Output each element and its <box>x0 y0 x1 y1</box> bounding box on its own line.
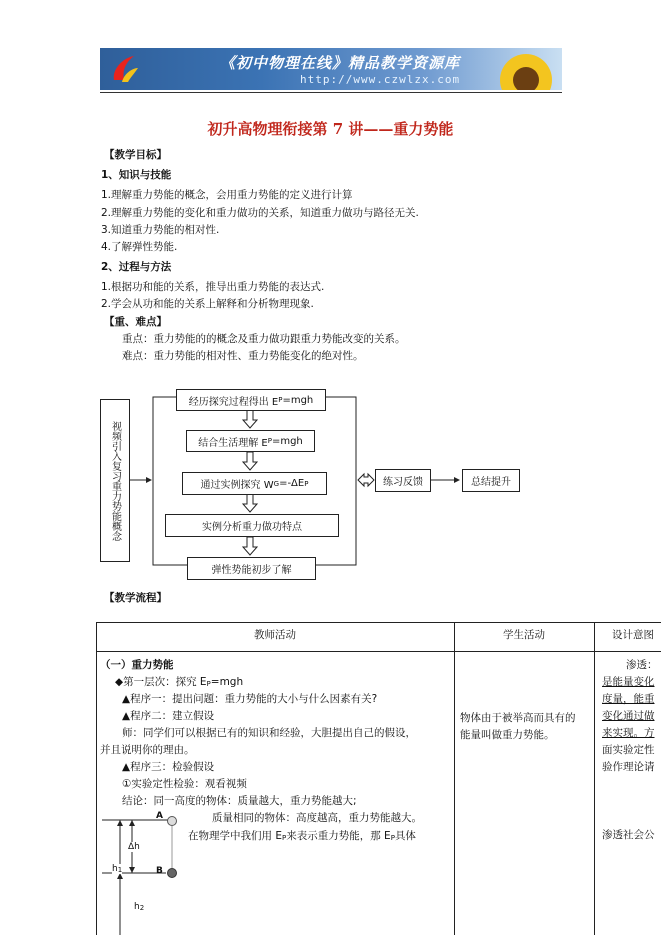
flow-box-step4: 实例分析重力做功特点 <box>165 514 339 537</box>
symbol-sub: P <box>281 834 287 842</box>
flow-box-step3 <box>182 472 327 495</box>
teacher-line-1: 师：同学们可以根据已有的知识和经验，大胆提出自己的假设， <box>122 727 416 739</box>
figure-label-delta-h: Δh <box>128 842 140 852</box>
symbol-sub2: P <box>390 834 395 842</box>
student-line-2: 能量叫做重力势能。 <box>460 729 555 741</box>
design-line-3: 度量，能重 <box>602 693 655 705</box>
flow-box-practice: 练习反馈 <box>375 469 431 492</box>
flow-box-step2 <box>186 430 315 452</box>
banner-title: 《初中物理在线》精品教学资源库 <box>220 54 461 72</box>
header-student: 学生活动 <box>503 629 545 641</box>
procedure-2: ▲程序二：建立假设 <box>122 710 215 722</box>
knowledge-item-1: 1.理解重力势能的概念，会用重力势能的定义进行计算 <box>101 189 353 201</box>
figure-label-b: B <box>156 866 163 876</box>
page-title: 初升高物理衔接第 7 讲——重力势能 <box>207 120 454 138</box>
flow-step3-text: 通过实例探究 W <box>200 480 274 491</box>
knowledge-item-3: 3.知道重力势能的相对性. <box>101 224 220 236</box>
flow-step3-sub2: P <box>304 479 309 488</box>
level1 <box>115 674 243 692</box>
table-col-divider-2 <box>594 622 595 935</box>
figure-label-h1 <box>112 864 122 874</box>
student-line-1: 物体由于被举高而具有的 <box>460 712 576 724</box>
knowledge-item-2: 2.理解重力势能的变化和重力做功的关系，知道重力做功与路径无关. <box>101 207 419 219</box>
section-gravity-energy: （一）重力势能 <box>100 659 174 671</box>
conclusion-2: 质量相同的物体：高度越高，重力势能越大。 <box>212 812 422 824</box>
knowledge-heading: 1、知识与技能 <box>101 169 172 181</box>
level1-text: ◆第一层次：探究 E <box>115 676 207 688</box>
table-top-border <box>96 622 661 623</box>
flow-step3-sub: G <box>273 479 280 488</box>
flow-box-video-intro: 视频引入复习重力势能概念 <box>100 399 130 562</box>
key-point: 重点：重力势能的的概念及重力做功跟重力势能改变的关系。 <box>122 333 406 345</box>
figure-h1-sub: 1 <box>117 866 123 874</box>
header-teacher: 教师活动 <box>254 629 296 641</box>
flow-step3-mid: =-ΔE <box>279 478 305 489</box>
knowledge-item-4: 4.了解弹性势能. <box>101 241 178 253</box>
process-item-2: 2.学会从功和能的关系上解释和分析物理现象. <box>101 298 314 310</box>
experiment: ①实验定性检验：观看视频 <box>122 778 247 790</box>
flow-box-summary: 总结提升 <box>462 469 520 492</box>
flow-step1-text: 经历探究过程得出 E <box>188 396 279 408</box>
difficult-point: 难点：重力势能的相对性、重力势能变化的绝对性。 <box>122 350 364 362</box>
symbol-suffix: 具体 <box>394 830 416 842</box>
process-heading: 2、过程与方法 <box>101 261 172 273</box>
teacher-line-2: 并且说明你的理由。 <box>100 744 195 756</box>
figure-h2-sub: 2 <box>139 904 145 912</box>
figure-label-a: A <box>156 811 163 821</box>
figure-h1-text: h <box>112 864 118 874</box>
design-line-4: 变化通过做 <box>602 710 655 722</box>
symbol-mid: 来表示重力势能，那 E <box>286 830 391 842</box>
design-line-1: 渗透： <box>626 659 658 671</box>
process-item-1: 1.根据功和能的关系，推导出重力势能的表达式. <box>101 281 325 293</box>
key-points-heading: 【重、难点】 <box>104 316 167 328</box>
figure-h2-text: h <box>134 902 140 912</box>
design-line-6: 面实验定性 <box>602 744 655 756</box>
symbol-text: 在物理学中我们用 E <box>188 830 282 842</box>
symbol-intro <box>188 828 416 846</box>
flow-step2-suffix: =mgh <box>271 435 303 447</box>
flow-box-step1 <box>176 389 326 411</box>
design-line-2: 是能量变化 <box>602 676 655 688</box>
level1-sub: P <box>206 680 211 688</box>
banner-url: http://www.czwlzx.com <box>300 73 461 86</box>
level1-suffix: =mgh <box>210 676 244 688</box>
design-line-8: 渗透社会公 <box>602 829 655 841</box>
teaching-process-heading: 【教学流程】 <box>104 592 167 604</box>
flow-step1-suffix: =mgh <box>282 394 314 406</box>
procedure-3: ▲程序三：检验假设 <box>122 761 215 773</box>
design-line-5: 来实现。方 <box>602 727 655 739</box>
flow-step2-sub: P <box>267 437 272 445</box>
table-header-border <box>96 651 661 652</box>
objectives-heading: 【教学目标】 <box>104 149 167 161</box>
conclusion-1: 结论：同一高度的物体：质量越大，重力势能越大; <box>122 795 357 807</box>
design-line-7: 验作理论请 <box>602 761 655 773</box>
figure-label-h2 <box>134 902 144 912</box>
flow-step2-text: 结合生活理解 E <box>198 437 268 449</box>
table-left-border <box>96 622 97 935</box>
procedure-1: ▲程序一：提出问题：重力势能的大小与什么因素有关? <box>122 693 378 705</box>
flow-step1-sub: P <box>278 396 283 404</box>
table-col-divider-1 <box>454 622 455 935</box>
flow-box-step5: 弹性势能初步了解 <box>187 557 316 580</box>
header-design: 设计意图 <box>612 629 654 641</box>
